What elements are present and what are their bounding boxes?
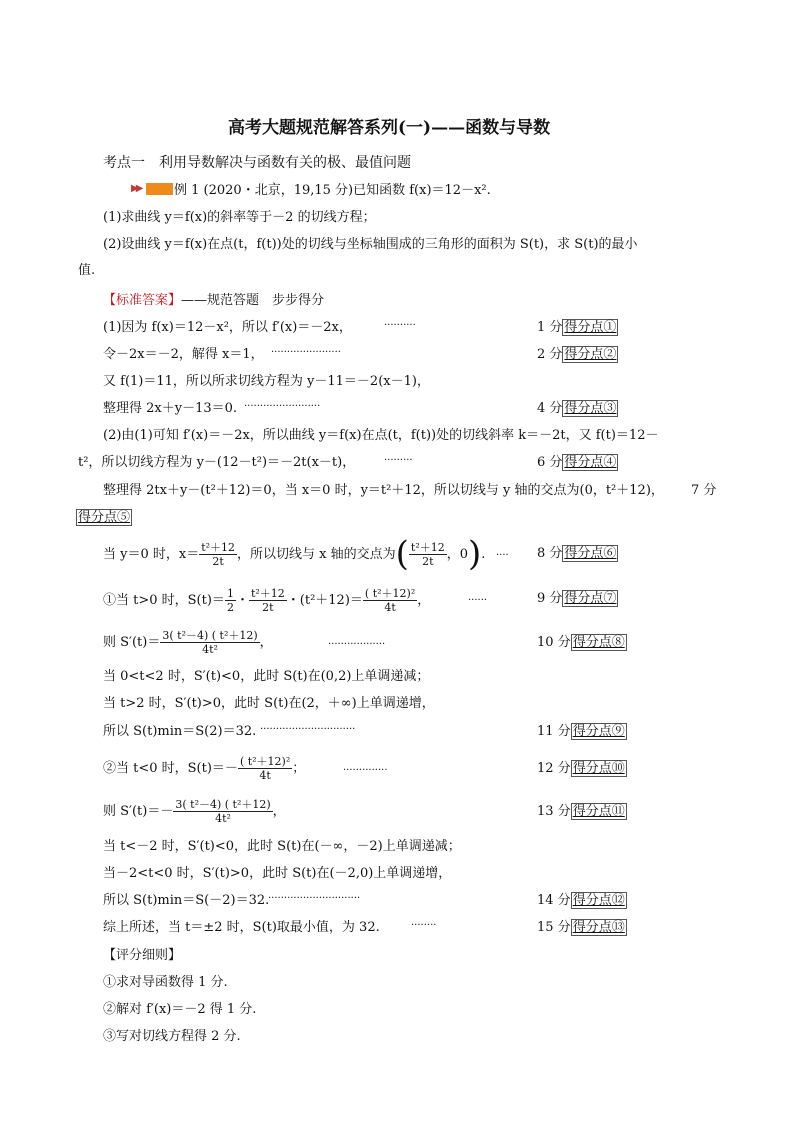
solution-line: 则 S′(t)＝ $\frac{\text{3( t²－4) ( t²＋12)}}{\text{4t²}}$ ， [103,628,273,656]
solution-line: ②当 t<0 时，S(t)＝－ $\frac{\text{( t²＋12)²}}{4t}$ ； [103,754,306,782]
answer-header [103,294,324,307]
score-entry: 12 分 得分点⑩ [537,761,625,776]
score-point-badge: 得分点⑫ [572,893,625,908]
solution-line: 整理得 2x＋y－13＝0. [103,401,238,416]
rubric-heading: 【评分细则】 [103,948,182,963]
score-point-badge: 得分点⑩ [572,761,625,776]
score-entry: 6 分 得分点④ [537,455,617,470]
leader-dots: ·················· [328,639,386,650]
question-2-line2: 值. [78,263,96,278]
fraction: $\frac{1}{2}$ [226,586,234,614]
arrow-marker-icon: ▶▶ [131,183,141,194]
leader-dots: ······························ [260,724,356,735]
score-entry: 10 分 得分点⑧ [537,635,625,650]
solution-line: 则 S′(t)＝－ $\frac{\text{3( t²－4) ( t²＋12)}}{\text{4t²}}$ ， [103,797,286,825]
solution-line: 当 t<－2 时，S′(t)<0，此时 S(t)在(－∞，－2)上单调递减； [103,839,461,854]
solution-line: 整理得 2tx＋y－(t²＋12)＝0，当 x＝0 时，y＝t²＋12，所以切线与 y 轴的交点为(0，t²＋12)， [103,483,664,498]
leader-dots: ························ [244,401,321,412]
solution-line: 又 f(1)＝11，所以所求切线方程为 y－11＝－2(x－1)， [103,374,430,389]
score-point-badge: 得分点⑬ [572,920,625,935]
score-point-badge: 得分点⑤ [78,510,131,525]
score-entry: 11 分 得分点⑨ [537,724,625,739]
leader-dots: ······ [468,595,488,606]
score-point-badge: 得分点④ [564,455,617,470]
rubric-item: ②解对 f′(x)＝－2 得 1 分. [103,1002,257,1017]
fraction: $\frac{\text{( t²＋12)²}}{4t}$ [364,586,416,614]
solution-line: 当－2<t<0 时，S′(t)>0，此时 S(t)在(－2,0)上单调递增， [103,866,452,881]
leader-dots: ·············· [343,765,388,776]
solution-line: (1)因为 f(x)＝12－x²，所以 f′(x)＝－2x， [103,320,352,335]
solution-line: 所以 S(t)min＝S(2)＝32. [103,724,257,739]
leader-dots: ····························· [268,893,361,904]
fraction: $\frac{\text{3( t²－4) ( t²＋12)}}{\text{4t²}}$ [175,797,271,825]
example-statement: 例 1 (2020・北京，19,15 分)已知函数 f(x)＝12－x². [174,183,491,198]
solution-line: ①当 t>0 时，S(t)＝ $\frac{1}{2}$ ・ $\frac{\text{t²＋12}}{2t}$ ・(t²＋12)＝ $\frac{\text{( t²＋12)²}}{4t}$ ， [103,586,431,614]
fraction: $\frac{\text{3( t²－4) ( t²＋12)}}{\text{4t²}}$ [162,628,258,656]
example-marker-block [146,183,173,195]
leader-dots: ······················ [271,347,341,358]
score-entry: 2 分 得分点② [537,347,617,362]
score-entry: 1 分 得分点① [537,320,617,335]
rubric-item: ③写对切线方程得 2 分. [103,1029,241,1044]
solution-line: 综上所述，当 t＝±2 时，S(t)取最小值，为 32. [103,920,380,935]
score-entry: 14 分 得分点⑫ [537,893,625,908]
score-entry: 15 分 得分点⑬ [537,920,625,935]
score-entry: 8 分 得分点⑥ [537,546,617,561]
solution-line: 当 t>2 时，S′(t)>0，此时 S(t)在(2，＋∞)上单调递增， [103,696,435,711]
rubric-item: ①求对导函数得 1 分. [103,975,228,990]
score-point-badge: 得分点⑪ [572,804,625,819]
page-title: 高考大题规范解答系列(一)——函数与导数 [228,118,551,138]
solution-line: t²，所以切线方程为 y－(12－t²)＝－2t(x－t)， [78,455,356,470]
leader-dots: ········· [384,455,413,466]
answer-header-subtitle: ——规范答题 步步得分 [181,293,325,308]
score-point-badge: 得分点⑧ [572,635,625,650]
score-point-badge: 得分点⑥ [564,546,617,561]
fraction: $\frac{\text{( t²＋12)²}}{4t}$ [239,754,291,782]
leader-dots: ···· [496,550,509,561]
score-entry: 9 分 得分点⑦ [537,591,617,606]
fraction: $\frac{\text{t²＋12}}{2t}$ [250,586,285,614]
solution-line: 令－2x＝－2，解得 x＝1， [103,347,264,362]
score-point-badge: 得分点① [564,320,617,335]
solution-line: 当 0<t<2 时，S′(t)<0，此时 S(t)在(0,2)上单调递减； [103,669,430,684]
score-point-badge: 得分点⑦ [564,591,617,606]
fraction: $\frac{\text{t²＋12}}{2t}$ [201,540,236,568]
question-2-line1: (2)设曲线 y＝f(x)在点(t，f(t))处的切线与坐标轴围成的三角形的面积为 S(t)，求 S(t)的最小 [103,237,638,252]
score-point-badge: 得分点② [564,347,617,362]
score-value: 7 分 [691,483,717,498]
fraction: $\frac{\text{t²＋12}}{2t}$ [410,540,445,568]
score-point-badge: 得分点③ [564,401,617,416]
solution-line: 所以 S(t)min＝S(－2)＝32. [103,893,270,908]
answer-header-label: 【标准答案】 [103,293,182,308]
leader-dots: ········ [411,920,437,931]
solution-line: 当 y＝0 时，x＝ $\frac{\text{t²＋12}}{2t}$ ，所以切线与 x 轴的交点为 ( $\frac{\text{t²＋12}}{2t}$ ，0 ) . [103,534,486,574]
score-entry: 4 分 得分点③ [537,401,617,416]
score-entry: 13 分 得分点⑪ [537,804,625,819]
solution-line: (2)由(1)可知 f′(x)＝－2x，所以曲线 y＝f(x)在点(t，f(t))处的切线斜率 k＝－2t，又 f(t)＝12－ [103,428,659,443]
question-1: (1)求曲线 y＝f(x)的斜率等于－2 的切线方程； [103,210,376,225]
score-point-badge: 得分点⑨ [572,724,625,739]
section-heading: 考点一 利用导数解决与函数有关的极、最值问题 [103,155,411,171]
leader-dots: ·········· [384,320,416,331]
